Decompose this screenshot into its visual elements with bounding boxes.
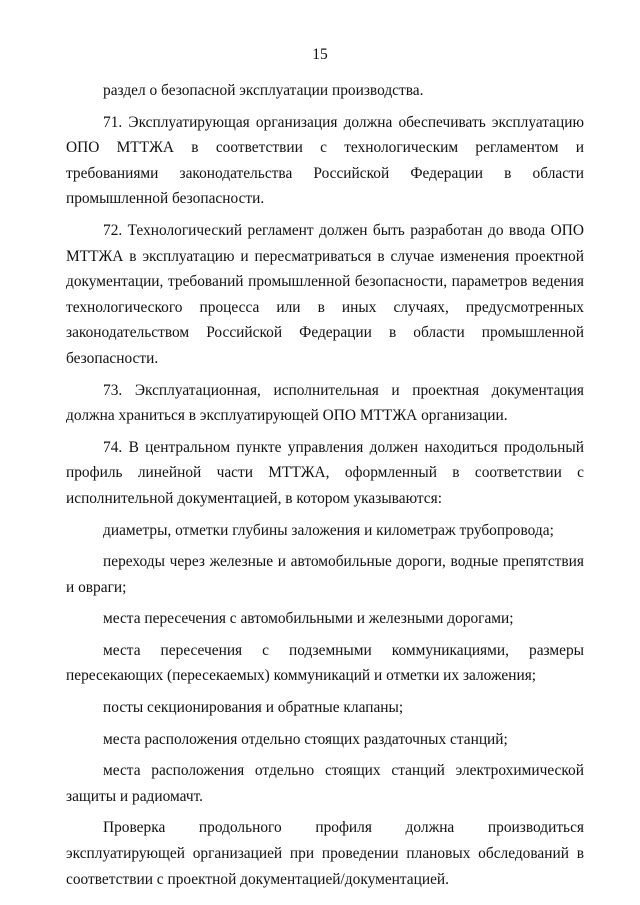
paragraph-72: 72. Технологический регламент должен быть разработан до ввода ОПО МТТЖА в эксплуатацию и пересматриваться в случае изменения проектной документации, требований промышленной безопасности, параметров ведения технологического процесса или в иных случаях, предусмотренных законодательством Российской Федерации в области промышленной безопасности. bbox=[66, 221, 584, 367]
paragraph-intro-fragment: раздел о безопасной эксплуатации производства. bbox=[103, 82, 424, 99]
paragraph-73: 73. Эксплуатационная, исполнительная и проектная документация должна храниться в эксплуатирующей ОПО МТТЖА организации. bbox=[66, 381, 584, 425]
list-item-road-intersections: места пересечения с автомобильными и железными дорогами; bbox=[103, 610, 514, 628]
page-number: 15 bbox=[312, 46, 328, 63]
list-item-crossings: переходы через железные и автомобильные дороги, водные препятствия и овраги; bbox=[66, 553, 584, 596]
paragraph-71: 71. Эксплуатирующая организация должна обеспечивать эксплуатацию ОПО МТТЖА в соответствии с технологическим регламентом и требованиями законодательства Российской Федерации в области промышленной безопасности. bbox=[66, 113, 584, 208]
list-item-sectioning-posts: посты секционирования и обратные клапаны; bbox=[103, 699, 404, 717]
paragraph-74: 74. В центральном пункте управления должен находиться продольный профиль линейной части МТТЖА, оформленный в соответствии с исполнительной документацией, в котором указываются: bbox=[66, 438, 584, 507]
list-item-diameters: диаметры, отметки глубины заложения и километраж трубопровода; bbox=[103, 521, 554, 539]
paragraph-profile-check: Проверка продольного профиля должна производиться эксплуатирующей организацией при проведении плановых обследований в соответствии с проектной документацией/документацией. bbox=[66, 819, 584, 888]
list-item-distribution-stations: места расположения отдельно стоящих раздаточных станций; bbox=[103, 730, 508, 748]
list-item-underground-utilities: места пересечения с подземными коммуникациями, размеры пересекающих (пересекаемых) коммуникаций и отметки их заложения; bbox=[66, 641, 584, 685]
list-item-ecp-stations: места расположения отдельно стоящих станций электрохимической защиты и радиомачт. bbox=[66, 762, 584, 805]
document-body bbox=[66, 78, 584, 892]
